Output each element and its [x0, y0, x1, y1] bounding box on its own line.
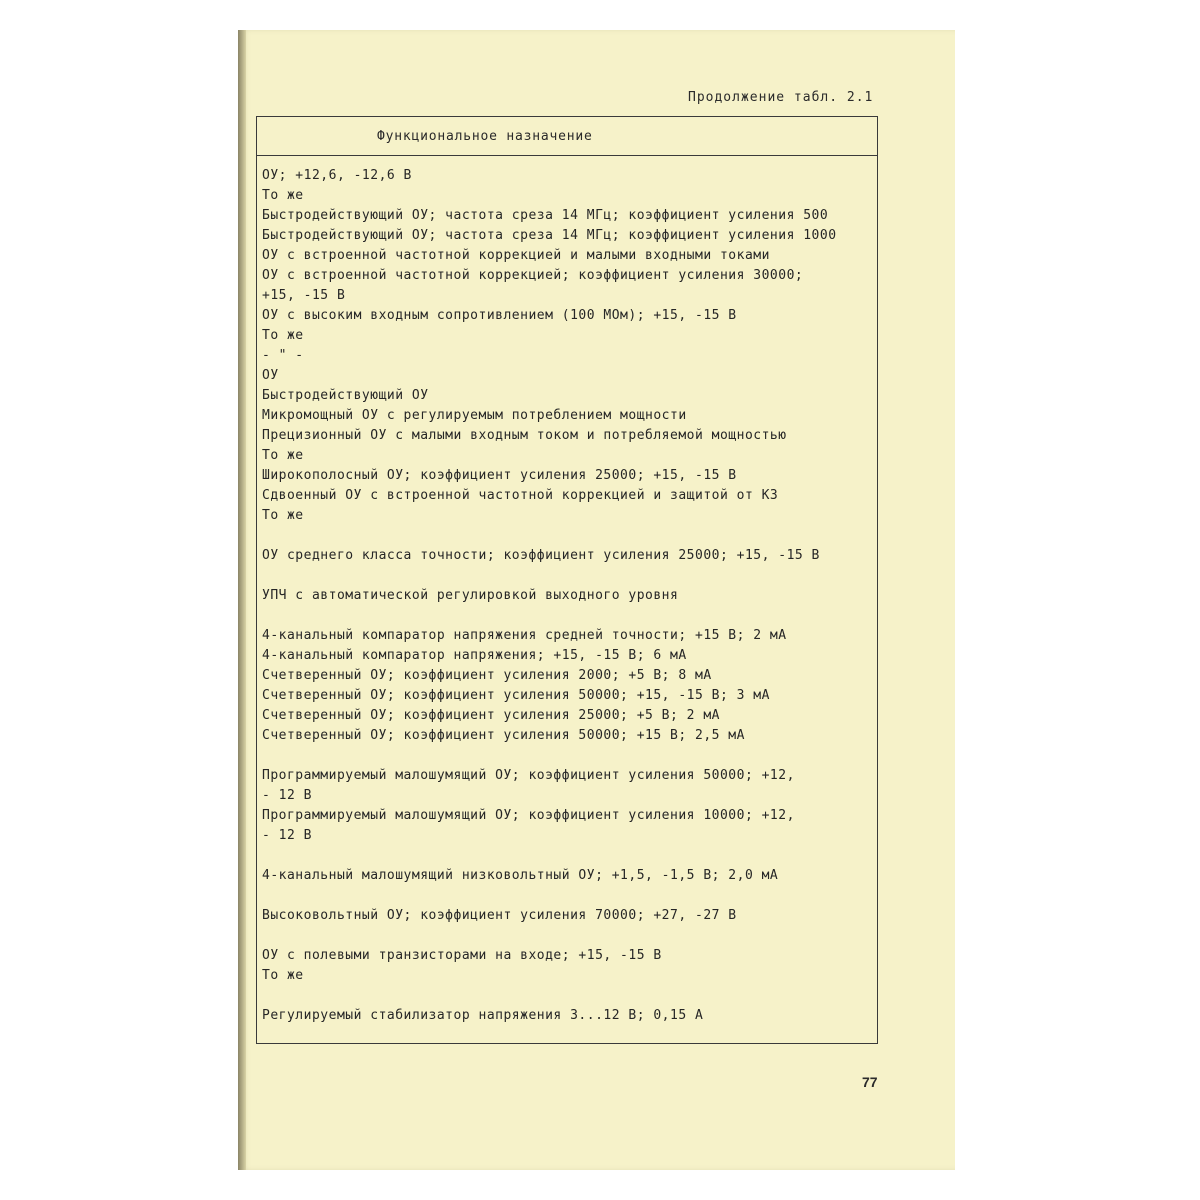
- table-row: 4-канальный компаратор напряжения; +15, -15 В; 6 мА: [262, 648, 687, 663]
- table-row: 4-канальный малошумящий низковольтный ОУ; +1,5, -1,5 В; 2,0 мА: [262, 868, 779, 883]
- table-row: Сдвоенный ОУ с встроенной частотной коррекцией и защитой от КЗ: [262, 488, 779, 503]
- table-row: ОУ с встроенной частотной коррекцией и малыми входными токами: [262, 248, 770, 263]
- column-header: Функциональное назначение: [377, 129, 593, 144]
- table-row: Широкополосный ОУ; коэффициент усиления 25000; +15, -15 В: [262, 468, 737, 483]
- table-row: ОУ с высоким входным сопротивлением (100 МОм); +15, -15 В: [262, 308, 737, 323]
- table-row: - " -: [262, 348, 304, 363]
- table-row: То же: [262, 188, 304, 203]
- table-row: ОУ с встроенной частотной коррекцией; коэффициент усиления 30000;: [262, 268, 804, 283]
- table-row: Высоковольтный ОУ; коэффициент усиления 70000; +27, -27 В: [262, 908, 737, 923]
- table-row: УПЧ с автоматической регулировкой выходного уровня: [262, 588, 679, 603]
- table-row: То же: [262, 508, 304, 523]
- table-row: ОУ с полевыми транзисторами на входе; +15, -15 В: [262, 948, 662, 963]
- table-row: То же: [262, 968, 304, 983]
- table-row: Микромощный ОУ с регулируемым потреблением мощности: [262, 408, 687, 423]
- table-row: Быстродействующий ОУ; частота среза 14 МГц; коэффициент усиления 500: [262, 208, 829, 223]
- table-row: ОУ: [262, 368, 279, 383]
- table-row: ОУ среднего класса точности; коэффициент усиления 25000; +15, -15 В: [262, 548, 820, 563]
- table-row: - 12 В: [262, 788, 312, 803]
- table-row: Программируемый малошумящий ОУ; коэффициент усиления 10000; +12,: [262, 808, 795, 823]
- table-row: Счетверенный ОУ; коэффициент усиления 25000; +5 В; 2 мА: [262, 708, 720, 723]
- table-row: Быстродействующий ОУ; частота среза 14 МГц; коэффициент усиления 1000: [262, 228, 837, 243]
- header-divider: [257, 155, 877, 156]
- table-row: ОУ; +12,6, -12,6 В: [262, 168, 412, 183]
- table-row: +15, -15 В: [262, 288, 346, 303]
- table-row: Счетверенный ОУ; коэффициент усиления 50000; +15 В; 2,5 мА: [262, 728, 745, 743]
- table-row: - 12 В: [262, 828, 312, 843]
- table-row: Счетверенный ОУ; коэффициент усиления 2000; +5 В; 8 мА: [262, 668, 712, 683]
- book-spine: [238, 30, 246, 1170]
- table-row: Программируемый малошумящий ОУ; коэффициент усиления 50000; +12,: [262, 768, 795, 783]
- table-row: Счетверенный ОУ; коэффициент усиления 50000; +15, -15 В; 3 мА: [262, 688, 770, 703]
- table-row: Быстродействующий ОУ: [262, 388, 429, 403]
- table-row: То же: [262, 328, 304, 343]
- page-number: 77: [862, 1074, 878, 1090]
- table-row: То же: [262, 448, 304, 463]
- table-row: Регулируемый стабилизатор напряжения 3...12 В; 0,15 А: [262, 1008, 704, 1023]
- table-continuation-caption: Продолжение табл. 2.1: [688, 90, 874, 105]
- table-row: 4-канальный компаратор напряжения средней точности; +15 В; 2 мА: [262, 628, 787, 643]
- table-row: Прецизионный ОУ с малыми входным током и потребляемой мощностью: [262, 428, 787, 443]
